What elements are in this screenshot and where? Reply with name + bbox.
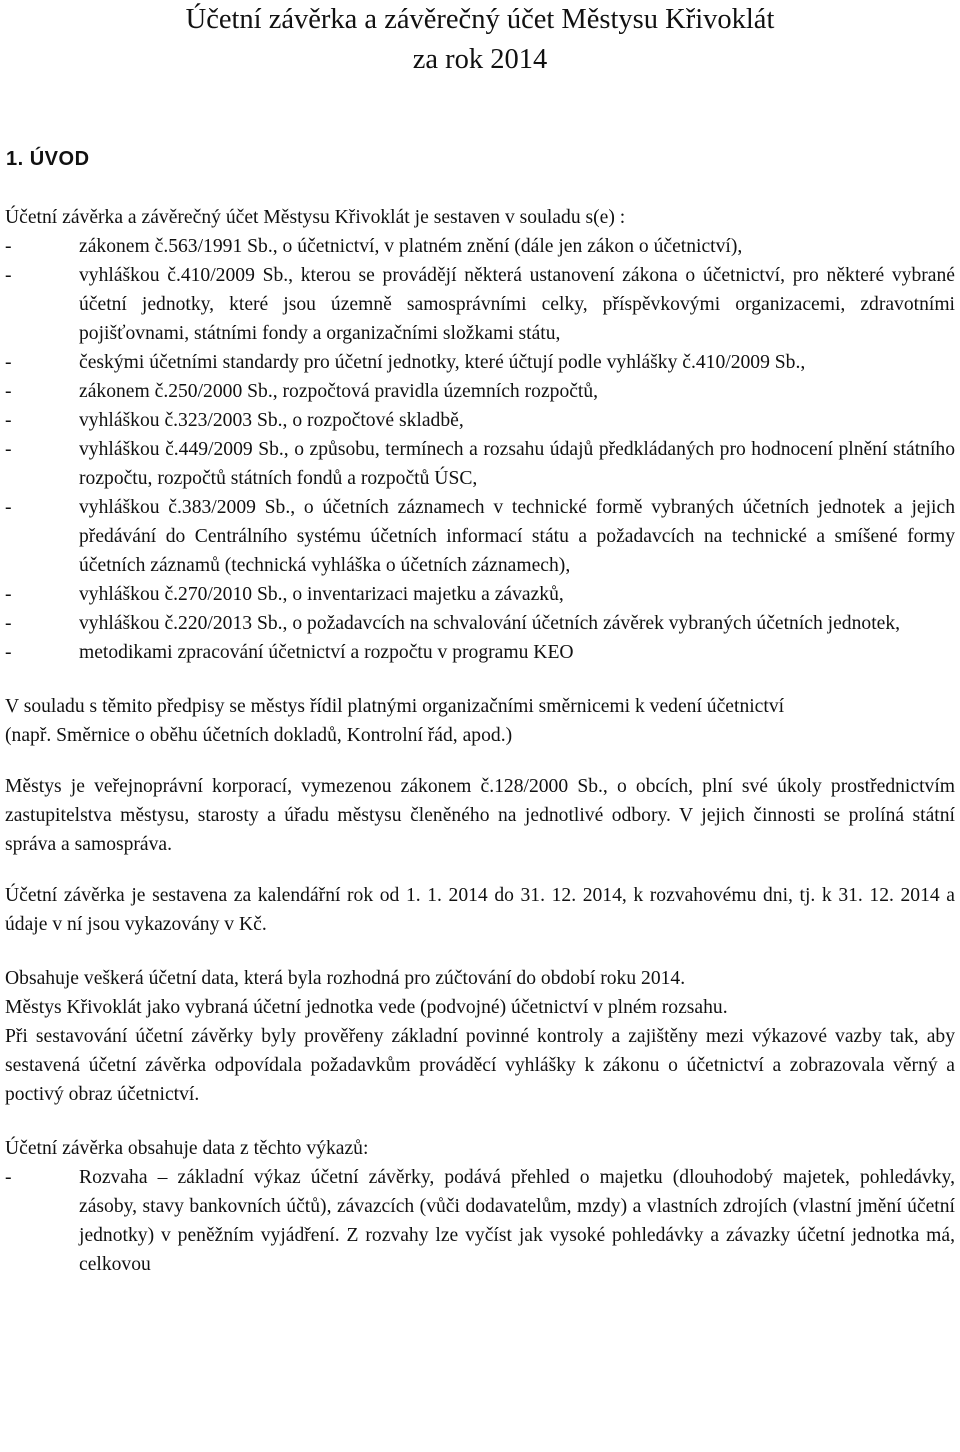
intro-paragraph: Účetní závěrka a závěrečný účet Městysu Křivoklát je sestaven v souladu s(e) : (5, 207, 626, 228)
list-item: - vyhláškou č.383/2009 Sb., o účetních záznamech v technické formě vybraných účetních jednotek a jejich předávání do Centrálního systému účetních informací státu a požadavcích na technické a smíšené formy účetních záznamů (technická vyhláška o účetních záznamech), (5, 493, 955, 580)
reports-intro: Účetní závěrka obsahuje data z těchto výkazů: (5, 1138, 369, 1159)
list-item: - vyhláškou č.449/2009 Sb., o způsobu, termínech a rozsahu údajů předkládaných pro hodnocení plnění státního rozpočtu, rozpočtů státních fondů a rozpočtů ÚSC, (5, 435, 955, 493)
legal-basis-list (5, 232, 955, 667)
internal-rules-paragraph: V souladu s těmito předpisy se městys řídil platnými organizačními směrnicemi k vedení účetnictví (5, 696, 785, 717)
list-item: - metodikami zpracování účetnictví a rozpočtu v programu KEO (5, 638, 955, 667)
data-paragraph-3: Při sestavování účetní závěrky byly prověřeny základní povinné kontroly a zajištěny mezi výkazové vazby tak, aby sestavená účetní závěrka odpovídala požadavkům prováděcí vyhlášky k zákonu o účetnictví a zobrazovala věrný a poctivý obraz účetnictví. (5, 1026, 955, 1105)
section-body (5, 203, 955, 1279)
document-title: Účetní závěrka a závěrečný účet Městysu Křivoklát (185, 4, 775, 35)
section-heading-uvod: 1. ÚVOD (6, 148, 90, 170)
document-subtitle-year: za rok 2014 (412, 44, 548, 75)
reports-list (5, 1163, 955, 1279)
list-item: - zákonem č.250/2000 Sb., rozpočtová pravidla územních rozpočtů, (5, 377, 955, 406)
period-paragraph: Účetní závěrka je sestavena za kalendářní rok od 1. 1. 2014 do 31. 12. 2014, k rozvahovému dni, tj. k 31. 12. 2014 a údaje v ní jsou vykazovány v Kč. (5, 885, 955, 935)
list-item: - vyhláškou č.323/2003 Sb., o rozpočtové skladbě, (5, 406, 955, 435)
list-item: - Rozvaha – základní výkaz účetní závěrky, podává přehled o majetku (dlouhodobý majetek, pohledávky, zásoby, stavy bankovních účtů), závazcích (vůči dodavatelům, mzdy) a vlastních zdrojích (vlastní jmění účetní jednotky) v peněžním vyjádření. Z rozvahy lze vyčíst jak vysoké pohledávky a závazky účetní jednotka má, celkovou (5, 1163, 955, 1279)
list-item: - vyhláškou č.410/2009 Sb., kterou se provádějí některá ustanovení zákona o účetnictví, pro některé vybrané účetní jednotky, které jsou územně samosprávními celky, příspěvkovými organizacemi, zdravotními pojišťovnami, státními fondy a organizačními složkami státu, (5, 261, 955, 348)
internal-rules-example: (např. Směrnice o oběhu účetních dokladů, Kontrolní řád, apod.) (5, 725, 513, 746)
data-paragraph-2: Městys Křivoklát jako vybraná účetní jednotka vede (podvojné) účetnictví v plném rozsahu. (5, 997, 728, 1018)
data-paragraph-1: Obsahuje veškerá účetní data, která byla rozhodná pro zúčtování do období roku 2014. (5, 968, 686, 989)
list-item: - vyhláškou č.220/2013 Sb., o požadavcích na schvalování účetních závěrek vybraných účetních jednotek, (5, 609, 955, 638)
legal-status-paragraph: Městys je veřejnoprávní korporací, vymezenou zákonem č.128/2000 Sb., o obcích, plní své úkoly prostřednictvím zastupitelstva městysu, starosty a úřadu městysu členěného na jednotlivé odbory. V jejich činnosti se prolíná státní správa a samospráva. (5, 776, 955, 855)
list-item: - českými účetními standardy pro účetní jednotky, které účtují podle vyhlášky č.410/2009 Sb., (5, 348, 955, 377)
list-item: - vyhláškou č.270/2010 Sb., o inventarizaci majetku a závazků, (5, 580, 955, 609)
list-item: - zákonem č.563/1991 Sb., o účetnictví, v platném znění (dále jen zákon o účetnictví), (5, 232, 955, 261)
